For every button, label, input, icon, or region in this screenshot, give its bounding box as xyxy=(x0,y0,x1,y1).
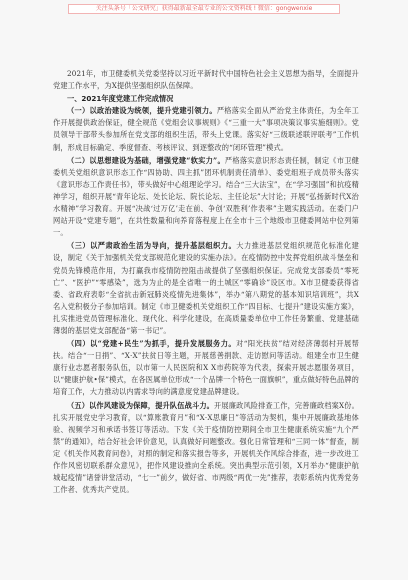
item-paragraph xyxy=(53,105,359,153)
item-lead: （三）以严肃政治生活为导向，提升基层组织力。 xyxy=(67,241,237,251)
item-paragraph xyxy=(53,400,359,497)
item-body: 严格落实意识形态责任制，制定《市卫健委机关党组织意识形态工作“四协助、四主抓”团环机制责任清单》、委党组班子成员带头落实《意识形态工作责任书》，带头做好中心组理论学习。结合“三大法宝”，在“学习强国”和抗疫精神学习，组织开展“青年论坛、处长论坛、院长论坛、主任论坛”大讨论；开展“弘扬新时代X治水精神”学习教育。开展“决战‘过万亿’走在前、争创‘双胜利’作表率”主题实践活动。在委门户网站开设“党建专题”，在共性数量和向养育落程度上在全市十三个地级市卫健委网站中位列第一。 xyxy=(53,155,360,238)
section-heading: 一、2021年度党建工作完成情况 xyxy=(67,94,174,104)
item-lead: （五）以作风建设为保障，提升队伍战斗力。 xyxy=(67,400,215,410)
item-body: 开展廉政风险排查工作，完善廉政档案X份。扎实开展党史学习教育，以“算账教育月”和“X·X思廉日”等活动为契机，集中开展廉政基地体验、视频学习和承诺书签订等活动。下发《关于疫情防控期间全市卫生健康系统实施“九个严禁”的通知》，结合好社会评价意见，认真做好问题整改。强化日常管理和“三同一体”督查，制定《机关作风教育问卷》，对照的制定和落实报告等多，开展机关作风综合排查，进一步改进工作作风密切联系群众意见》，把作风建设推向全系统。突出典型示范引领，X月举办“健康护航城起疫情”诸誉讲堂活动，“七一”前夕，做好省、市两级“两优一先”推荐，表彰系统内优秀党务工作者、优秀共产党员。 xyxy=(53,400,359,495)
item-paragraph xyxy=(53,338,359,398)
item-paragraph xyxy=(53,240,359,337)
intro-paragraph: 2021年，市卫健委机关党委坚持以习近平新时代中国特色社会主义思想为指导，全面提升党建工作水平，为X提供坚强组织队伍保障。 xyxy=(53,69,359,91)
promo-banner[interactable]: 关注头条号「公文研究」获得最新最全最专业的公文资料线 ! 微信：gongwenxie xyxy=(68,4,340,14)
item-lead: （二）以思想建设为基础，增强党建“软实力”。 xyxy=(67,155,225,165)
item-lead: （一）以政治建设为统领，提升党建引领力。 xyxy=(67,106,217,116)
item-body: 对“阳光扶贫”结对经济薄弱村开展帮扶。结合“一日捐”、“X·X”扶贫日等主题，开展慈善捐款、走访慰问等活动。组建全市卫生健康行业志愿者服务队伍，以市第一人民医院和X X市药院等为代表，探索开展志愿服务项目，以“健康护航•保”模式，在各医属单位形成“一个品牌一个特色一面旗帜”，重点做好特色品牌的培育工作，大力推动以内需求导向的满意度党建品牌建设。 xyxy=(53,339,359,397)
item-paragraph xyxy=(53,155,359,240)
item-lead: （四）以“党建+民生”为抓手，提升发展服务力。 xyxy=(67,339,237,349)
item-body: 严格落实全面从严治党主体责任，为全年工作开展提供政治保证，健全规范《党组会议事规则》《“三重一大”事项决策议事实施细则》。党员领导干部带头参加所在党支部的组织生活，带头上党课。落实好“三级联述联评联考”工作机制，形成目标确定、季度督查、考核评议、到逐整改的“闭环管理”模式。 xyxy=(53,106,359,152)
document-body xyxy=(53,68,359,497)
item-body: 大力推进基层党组织规范化标准化建设，制定《关于加强机关党支部规范化建设的实施办法》。在疫情防控中发挥党组织战斗堡垒和党员先锋模范作用，为打赢我市疫情防控阻击战提供了坚强组织保证。完成党支部委员“零死亡”、“医护”“零感染”，选为为止的是全省唯一的土城区“零确诊”设区市。X市卫健委获得省委、省政府表彰“全省抗击新冠肺炎疫情先进集体”，举办“第八期党的基本知识培训班”，共X名入党积极分子参加培训。制定《市卫健委机关党组织工作“四目标、七提升”建设实施方案》，扎实推进党员管理标准化、现代化、科学化建设，在高质量委单位中工作任务繁重、党建基础薄弱的基层党支部配备“第一书记”。 xyxy=(53,241,359,335)
